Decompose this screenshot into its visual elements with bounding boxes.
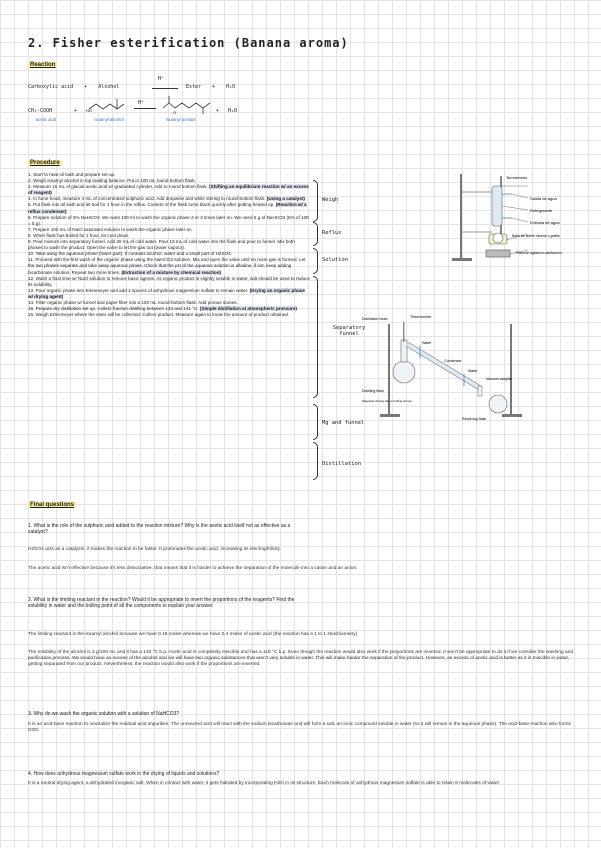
isoamyl-acetate-structure: [160, 94, 214, 116]
general-catalyst: H⁺: [158, 76, 165, 82]
isoamyl-acetate-label: isoamyl acetate: [166, 117, 196, 122]
distillation-label: Water: [468, 369, 478, 373]
svg-text:O: O: [173, 110, 177, 115]
isoamyl-alcohol-structure: [86, 96, 132, 114]
procedure-heading: Procedure: [30, 160, 60, 166]
procedure-step: 15. Prepare dry distillation set up. Collect fraction distilling between 134 and 141 °C. (Simple distillation at atmospheric pressure): [28, 306, 297, 312]
reaction-arrow: [152, 88, 178, 89]
reaction-heading: Reaction: [30, 62, 56, 68]
general-reaction: Carboxylic acid + Alcohol: [28, 84, 120, 90]
procedure-steps: [28, 172, 310, 318]
procedure-note: (Reaction w/ a reflux condenser): [28, 202, 307, 214]
procedure-step: 2. Weigh isoamyl alcohol in top loading balance. Put in 100 mL round bottom flask.: [28, 178, 196, 184]
final-questions-heading: Final questions: [30, 502, 75, 508]
reflux-label: Salida de agua: [530, 196, 557, 201]
answer-3: It is an acid-base reaction to neutralize the residual acid impurities. The unreacted acid will react with the sodium bicarbonate and will form a salt, an ionic compound soluble in water (so it will remain in the aqueous phase). The acid-base reaction also forms CO2.: [28, 722, 571, 734]
procedure-step: 3. Measure 15 mL of glacial acetic acid w/ graduated cylinder. Add to round bottom flask. (Shifting an equilibrium reaction w/ an excess of reagent): [28, 184, 309, 196]
procedure-step: 7. Prepare 100 mL of NaCl saturated solution to wash the organic phase later on.: [28, 226, 193, 232]
answer-2b: The solubility of the alcohol is 3 g/100 mL and it has a 132 °C b.p. Acetic acid is completely miscible and has a 118 °C b.p. Even though the reaction would also work if the proportions are inverted, it won't be appropriate to do it if we consider the washing and purification process. We would have an excess of the alcohol and we will have two organic substances that aren't very soluble in water. This will make harder the separation of the product. However, an excess of acetic acid is better as it is miscible in water, getting separated from our product. Nevertheless, the reaction would also work if the proportions are inverted.: [28, 650, 573, 668]
brace-weigh: [313, 180, 318, 222]
specific-catalyst: H⁺: [138, 100, 145, 106]
side-label-reflux: Reflux: [322, 230, 342, 236]
procedure-note: (Using a catalyst): [266, 196, 305, 202]
answer-2a: The limiting reactant is the isoamyl alcohol because we have 0.18 moles whereas we have 0.4 moles of acetic acid (the reaction has a 1 to 1 stoichiometry).: [28, 632, 359, 637]
distillation-label: Thermometer: [410, 315, 432, 319]
acetic-acid-formula: CH₃-COOH: [28, 108, 53, 114]
distillation-label: Condenser: [444, 359, 462, 363]
reflux-label: Placa de agitación-calefacción: [516, 251, 562, 255]
distillation-apparatus-diagram: [360, 306, 540, 430]
reactant-alcohol: Alcohol: [98, 84, 120, 90]
specific-arrow: [134, 108, 156, 109]
brace-distillation: [313, 442, 318, 480]
question-2: 2. What is the limiting reactant in the reaction? Would it be appropriate to invert the proportions of the reagents? Find the solubility in water and the boiling point of all the components to explain your answer.: [28, 597, 295, 610]
procedure-step: 5. Put flask into oil bath and let boil for 1 hour in the reflux. Content of the flask turns black quickly after getting heated up. (Reaction w/ a reflux condenser): [28, 202, 307, 214]
procedure-step: 16. Weigh Erlenmeyer where the ester will be collected. Collect product. Measure again to know the amount of product obtained.: [28, 312, 290, 318]
procedure-note: (Simple distillation at atmospheric pressure): [199, 306, 297, 312]
answer-1b: The acetic acid isn't effective because it's less dissociative, that means that it is harder to achieve the separation of the molecule into a cation and an anion.: [28, 566, 358, 571]
brace-reflux: [313, 222, 318, 246]
reflux-label: Entrada de agua: [530, 220, 560, 225]
side-label-solution: Solution: [322, 257, 348, 263]
question-1: 1. What is the role of the sulphuric acid added to the reaction mixture? Why is the acetic acid itself not as effective as a catalyst?: [28, 523, 291, 536]
procedure-step: 14. Filter organic phase w/ funnel and paper filter into a 100 mL round-bottom flask. Add porous stones.: [28, 299, 238, 305]
procedure-step: 6. Prepare solution of 5% NaHCO3. We want 100 ml to wash the organic phase 2 or 3 times later on. We need 5 g of NaHCO3 (5% of 100 = 5 g).: [28, 214, 309, 226]
acetic-acid-label: acetic acid: [35, 117, 57, 122]
reactant-acid: Carboxylic acid: [28, 84, 74, 90]
procedure-step: 11. Proceed with the first wash of the organic phase using the NaHCO3 solution. Mix and open the valve until no more gas is formed. Let the two phases separate and take away aqueous phase. Check that the pH of the aqueous solution is alkaline, if not, keep adding bicarbonate solution. Repeat two more times. (Extraction of a mixture by chemical reaction): [28, 257, 306, 275]
question-3: 3. Why do we wash the organic solution with a solution of NaHCO3?: [28, 711, 180, 717]
svg-text:HO: HO: [86, 108, 92, 113]
distillation-label: Magnetic stirring bar or boiling stones: [362, 399, 412, 403]
answer-1a: H2SO4 acts as a catalyzer, it makes the reaction to be faster. It protonates the acetic acid, increasing its electrophilicity.: [28, 547, 281, 552]
water-formula: H₂O: [228, 108, 238, 114]
brace-mg-funnel: [313, 404, 318, 440]
answer-4: It is a neutral drying agent, a dehydrated inorganic salt. When in contact with water, it gets hidrated by incorporating H2O in its structure. Each molecule of anhydrous magnesium sulfate is able to retain 8 molecules of water.: [28, 781, 501, 786]
reflux-label: Baño de aceite mineral o grafito: [512, 234, 560, 238]
procedure-step: 8. When flask has boiled for 1 hour, let cool down.: [28, 232, 130, 238]
distillation-label: Distilling flask: [362, 389, 384, 393]
distillation-label: Distillation head: [362, 317, 388, 321]
question-4: 4. How does anhydrous magnesium sulfate work in the drying of liquids and solutions?: [28, 771, 220, 777]
reflux-label: Termómetro: [506, 175, 528, 180]
side-label-distillation: Distillation: [322, 461, 361, 467]
page-title: 2. Fisher esterification (Banana aroma): [28, 36, 349, 50]
isoamyl-alcohol-label: isoamyl alcohol: [94, 117, 124, 122]
procedure-step: 12. Wash a final time w/ NaCl solution to remove basic agents. As organic product is slightly soluble in water, salt should be used to reduce its solubility.: [28, 275, 310, 287]
distillation-label: Receiving flask: [462, 417, 487, 421]
procedure-step: 10. Take away the aqueous phase (lower part). It contains alcohol, water and a small part of H2SO4.: [28, 251, 232, 257]
procedure-step: 13. Pour organic phase into Erlenmeyer and add 2 spoons of anhydrous magnesium sulfate to remain water. (Drying an organic phase w/ drying agent): [28, 287, 305, 299]
procedure-note: (Shifting an equilibrium reaction w/ an excess of reagent): [28, 184, 309, 196]
brace-solution: [313, 248, 318, 274]
distillation-label: Vacuum adapter: [486, 377, 513, 381]
distillation-label: Water: [422, 341, 432, 345]
general-products: Ester + H₂O: [186, 84, 236, 90]
procedure-note: (Extraction of a mixture by chemical reaction): [121, 269, 222, 275]
side-label-separatory-funnel: Separatory funnel: [332, 325, 366, 337]
procedure-step: 1. Start to heat oil bath and prepare set up.: [28, 172, 116, 177]
procedure-note: (Drying an organic phase w/ drying agent): [28, 287, 305, 299]
procedure-step: 9. Pour mixture into separatory funnel. Add 30 mL of cold water. Pour 10 mL of cold water into the flask and pour to funnel. Mix both phases to wash the product. Open the valve to let the gas out (water vapour).: [28, 239, 295, 251]
reflux-label: Refrigerante: [530, 208, 553, 213]
brace-separatory: [313, 276, 318, 398]
reflux-apparatus-diagram: [440, 172, 580, 272]
procedure-step: 4. In fume hood, measure 4 mL of concentrated sulphuric acid. Add dropwise and while stirring to round-bottom flask. (Using a catalyst): [28, 196, 305, 202]
side-label-mg-funnel: Mg and funnel: [322, 420, 365, 426]
side-label-weigh: Weigh: [322, 197, 339, 203]
